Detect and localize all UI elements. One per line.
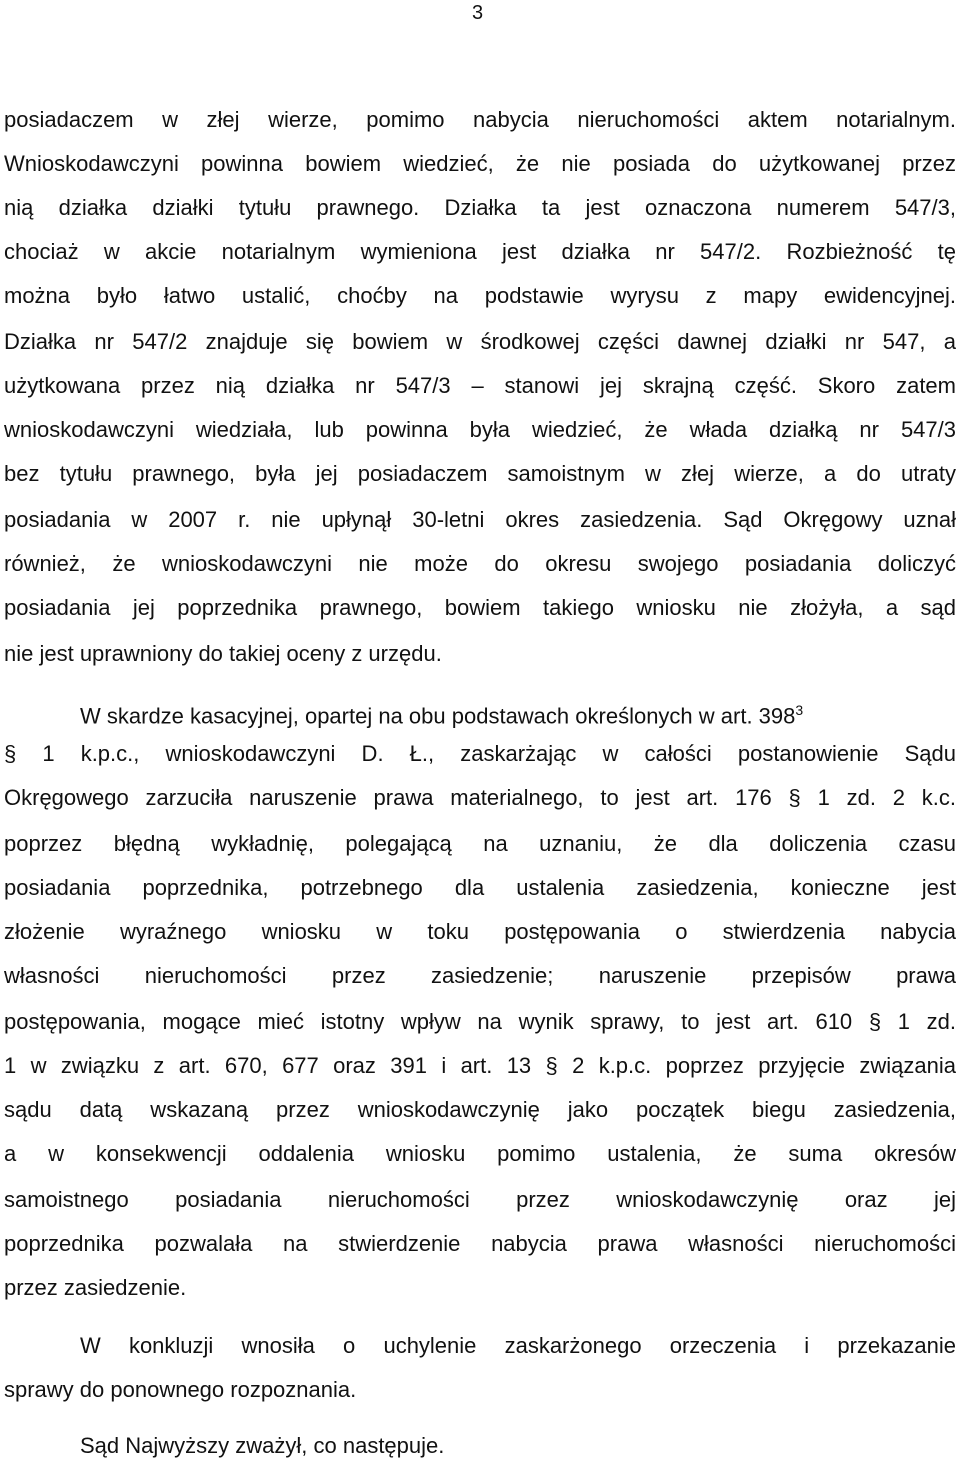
text-line: sądu datą wskazaną przez wnioskodawczynię jako początek biegu zasiedzenia, (4, 1097, 956, 1122)
text-line: również, że wnioskodawczyni nie może do okresu swojego posiadania doliczyć (4, 551, 956, 576)
text-line-content: W skardze kasacyjnej, opartej na obu podstawach określonych w art. 398 (80, 703, 796, 729)
text-line: 1 w związku z art. 670, 677 oraz 391 i art. 13 § 2 k.p.c. poprzez przyjęcie związania (4, 1053, 956, 1078)
text-line: Wnioskodawczyni powinna bowiem wiedzieć, że nie posiada do użytkowanej przez (4, 151, 956, 176)
text-line: przez zasiedzenie. (4, 1275, 187, 1300)
text-line: użytkowana przez nią działka nr 547/3 – stanowi jej skrajną część. Skoro zatem (4, 373, 956, 398)
text-line: a w konsekwencji oddalenia wniosku pomimo ustalenia, że suma okresów (4, 1141, 956, 1166)
text-line: Sąd Najwyższy zważył, co następuje. (80, 1433, 445, 1458)
text-line: złożenie wyraźnego wniosku w toku postępowania o stwierdzenia nabycia (4, 919, 956, 944)
text-line: można było łatwo ustalić, choćby na podstawie wyrysu z mapy ewidencyjnej. (4, 283, 956, 308)
text-line: posiadania jej poprzednika prawnego, bowiem takiego wniosku nie złożyła, a sąd (4, 595, 956, 620)
text-line: poprzednika pozwalała na stwierdzenie nabycia prawa własności nieruchomości (4, 1231, 956, 1256)
text-line: nie jest uprawniony do takiej oceny z urzędu. (4, 641, 442, 666)
text-line: posiadania w 2007 r. nie upłynął 30-letni okres zasiedzenia. Sąd Okręgowy uznał (4, 507, 956, 532)
text-line: sprawy do ponownego rozpoznania. (4, 1377, 357, 1402)
text-line: Okręgowego zarzuciła naruszenie prawa materialnego, to jest art. 176 § 1 zd. 2 k.c. (4, 785, 956, 810)
text-line: Działka nr 547/2 znajduje się bowiem w środkowej części dawnej działki nr 547, a (4, 329, 956, 354)
text-line: postępowania, mogące mieć istotny wpływ na wynik sprawy, to jest art. 610 § 1 zd. (4, 1009, 956, 1034)
text-line: chociaż w akcie notarialnym wymieniona jest działka nr 547/2. Rozbieżność tę (4, 239, 956, 264)
text-line: poprzez błędną wykładnię, polegającą na uznaniu, że dla doliczenia czasu (4, 831, 956, 856)
text-line: samoistnego posiadania nieruchomości przez wnioskodawczynię oraz jej (4, 1187, 956, 1212)
text-line: bez tytułu prawnego, była jej posiadaczem samoistnym w złej wierze, a do utraty (4, 461, 956, 486)
text-line: własności nieruchomości przez zasiedzenie; naruszenie przepisów prawa (4, 963, 956, 988)
page-number: 3 (472, 2, 484, 24)
text-line: W konkluzji wnosiła o uchylenie zaskarżonego orzeczenia i przekazanie (80, 1333, 956, 1358)
text-line: § 1 k.p.c., wnioskodawczyni D. Ł., zaskarżając w całości postanowienie Sądu (4, 741, 956, 766)
text-line (80, 696, 956, 730)
text-line: nią działka działki tytułu prawnego. Działka ta jest oznaczona numerem 547/3, (4, 195, 956, 220)
superscript: 3 (795, 702, 804, 718)
text-line: wnioskodawczyni wiedziała, lub powinna była wiedzieć, że włada działką nr 547/3 (4, 417, 956, 442)
text-line: posiadania poprzednika, potrzebnego dla ustalenia zasiedzenia, konieczne jest (4, 875, 956, 900)
text-line: posiadaczem w złej wierze, pomimo nabycia nieruchomości aktem notarialnym. (4, 107, 956, 132)
